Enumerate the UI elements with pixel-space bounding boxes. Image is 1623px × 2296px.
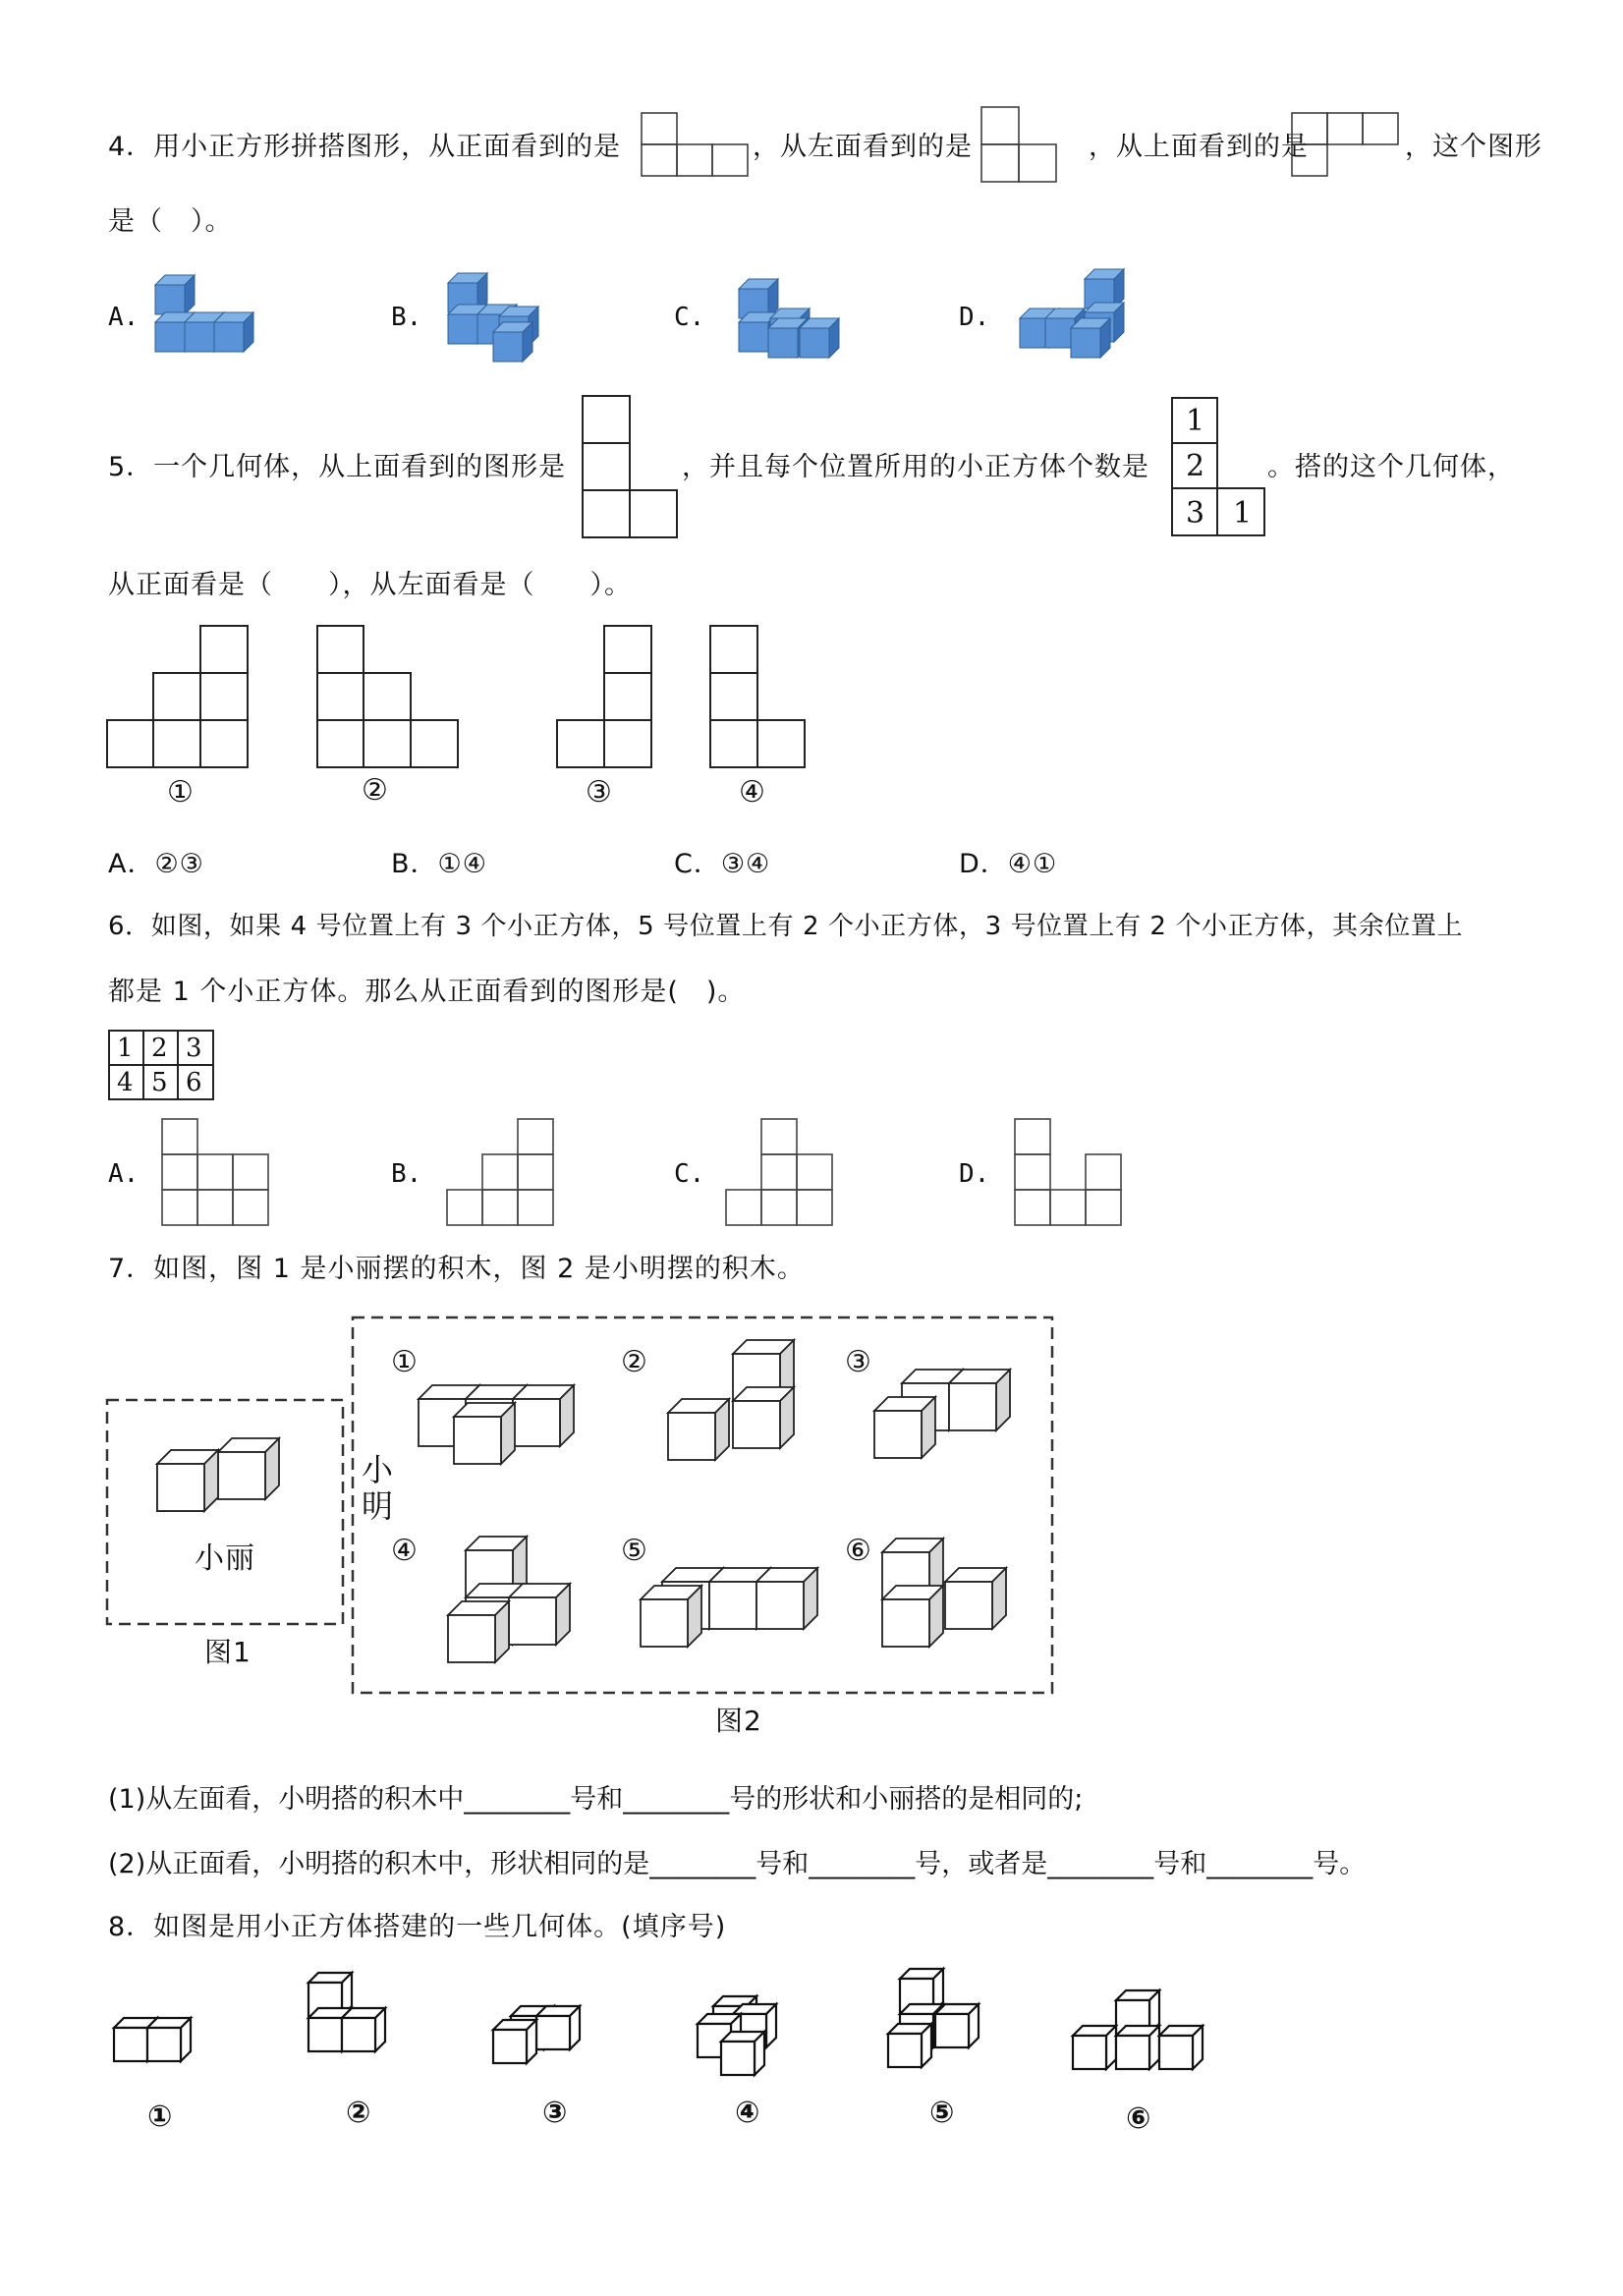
q8-label-4: ④	[735, 2096, 761, 2130]
q4-option-c-cubes	[731, 275, 859, 369]
q5-option-c: C．③④	[674, 849, 771, 879]
q7-block-label-6: ⑥	[845, 1534, 872, 1568]
q4-option-b-label: B.	[391, 303, 422, 332]
q7-block-label-1: ①	[391, 1345, 419, 1379]
q7-xiaoli-label: 小丽	[195, 1541, 255, 1576]
q7-xiaoming-block-6	[880, 1539, 1028, 1666]
q4-option-a-label: A.	[108, 303, 140, 332]
q5-count-bottom-left: 3	[1186, 496, 1205, 531]
q6-option-a-label: A.	[108, 1159, 140, 1189]
q7-xiaoli-blocks	[155, 1438, 303, 1537]
q5-figure-4	[709, 625, 812, 770]
q8-solid-3	[489, 1996, 607, 2085]
q7-sub-question-2: (2)从正面看，小明搭的积木中，形状相同的是________号和________号，或者是________号和________号。	[108, 1849, 1367, 1879]
q8-solid-1	[110, 2004, 228, 2083]
q4-stem-part2: ，从左面看到的是	[753, 132, 973, 162]
q6-grid-cell-2: 2	[151, 1034, 168, 1063]
q8-solid-2	[305, 1965, 413, 2083]
q6-grid-cell-4: 4	[117, 1068, 134, 1097]
q5-figure-label-2: ②	[362, 773, 389, 808]
q5-stem-line2: 从正面看是（ ），从左面看是（ ）。	[108, 570, 632, 600]
q8-label-2: ②	[346, 2096, 372, 2130]
q5-count-top: 1	[1186, 404, 1205, 438]
q6-grid-cell-3: 3	[186, 1034, 202, 1063]
q5-option-b: B．①④	[391, 849, 487, 879]
q4-stem-part3: ，从上面看到的是	[1089, 132, 1309, 162]
q8-solid-6	[1069, 1987, 1216, 2095]
q5-figure-3	[556, 625, 658, 770]
q7-xiaoming-block-4	[448, 1537, 595, 1674]
q4-option-a-cubes	[147, 273, 275, 362]
q7-sub-question-1: (1)从左面看，小明搭的积木中________号和________号的形状和小丽搭的是相同的;	[108, 1784, 1084, 1815]
q5-figure-label-3: ③	[586, 775, 613, 810]
q5-figure-2	[316, 625, 464, 770]
q8-label-6: ⑥	[1126, 2101, 1152, 2136]
q5-count-bottom-right: 1	[1233, 496, 1253, 531]
q6-option-b-label: B.	[391, 1159, 422, 1189]
q5-stem-part3: 。搭的这个几何体，	[1267, 452, 1515, 482]
q6-stem-line1: 6．如图，如果 4 号位置上有 3 个小正方体，5 号位置上有 2 个小正方体，3 号位置上有 2 个小正方体，其余位置上	[108, 912, 1464, 941]
q8-label-3: ③	[542, 2096, 569, 2130]
q4-option-d-label: D.	[959, 303, 990, 332]
q4-front-view-figure	[641, 112, 749, 177]
q7-block-label-4: ④	[391, 1534, 419, 1568]
q6-grid-cell-5: 5	[151, 1068, 168, 1097]
q4-option-b-cubes	[440, 271, 568, 369]
q5-figure-label-4: ④	[739, 775, 766, 810]
q7-stem: 7．如图，图 1 是小丽摆的积木，图 2 是小明摆的积木。	[108, 1254, 805, 1284]
q6-option-d-label: D.	[959, 1159, 990, 1189]
q7-xiaoming-block-3	[872, 1370, 1030, 1478]
q7-xiaoming-block-5	[641, 1568, 837, 1666]
q5-top-view-figure	[582, 395, 680, 538]
q5-figure-1	[106, 625, 253, 770]
q5-figure-label-1: ①	[167, 775, 195, 810]
q8-solid-5	[884, 1965, 1002, 2087]
q7-figure-2-caption: 图2	[715, 1705, 762, 1737]
q4-stem-part4: ，这个图形	[1405, 132, 1542, 162]
q4-stem-line2: 是（ ）。	[108, 206, 233, 237]
q7-xiaoming-block-2	[666, 1340, 813, 1478]
q4-left-view-figure	[980, 106, 1059, 183]
q8-solid-4	[694, 1990, 802, 2085]
q7-figure-1-caption: 图1	[204, 1636, 252, 1668]
q8-stem: 8．如图是用小正方体搭建的一些几何体。(填序号)	[108, 1912, 727, 1942]
q6-grid-cell-6: 6	[186, 1068, 202, 1097]
q7-xiaoming-label: 小 明	[362, 1451, 395, 1525]
q6-option-c-label: C.	[674, 1159, 705, 1189]
q5-stem-part2: ，并且每个位置所用的小正方体个数是	[682, 452, 1149, 482]
q5-stem-part1: 5．一个几何体，从上面看到的图形是	[108, 452, 567, 482]
q6-grid-cell-1: 1	[117, 1034, 134, 1063]
q5-option-a: A．②③	[108, 849, 204, 879]
q4-option-c-label: C.	[674, 303, 705, 332]
q8-label-5: ⑤	[929, 2096, 956, 2130]
q6-option-b-figure	[446, 1118, 556, 1230]
q6-option-c-figure	[725, 1118, 835, 1230]
q6-option-a-figure	[161, 1118, 271, 1230]
q4-option-d-cubes	[1016, 263, 1144, 367]
q5-option-d: D．④①	[959, 849, 1058, 879]
q7-block-label-5: ⑤	[621, 1534, 648, 1568]
q7-block-label-3: ③	[845, 1345, 872, 1379]
q4-stem-part1: 4．用小正方形拼搭图形，从正面看到的是	[108, 132, 622, 162]
q5-count-middle: 2	[1186, 449, 1205, 483]
q8-label-1: ①	[147, 2100, 174, 2134]
q6-option-d-figure	[1014, 1118, 1124, 1230]
q7-xiaoming-block-1	[419, 1385, 595, 1480]
q7-block-label-2: ②	[621, 1345, 648, 1379]
q4-top-view-figure	[1291, 112, 1399, 177]
q6-stem-line2: 都是 1 个小正方体。那么从正面看到的图形是( )。	[108, 977, 746, 1007]
